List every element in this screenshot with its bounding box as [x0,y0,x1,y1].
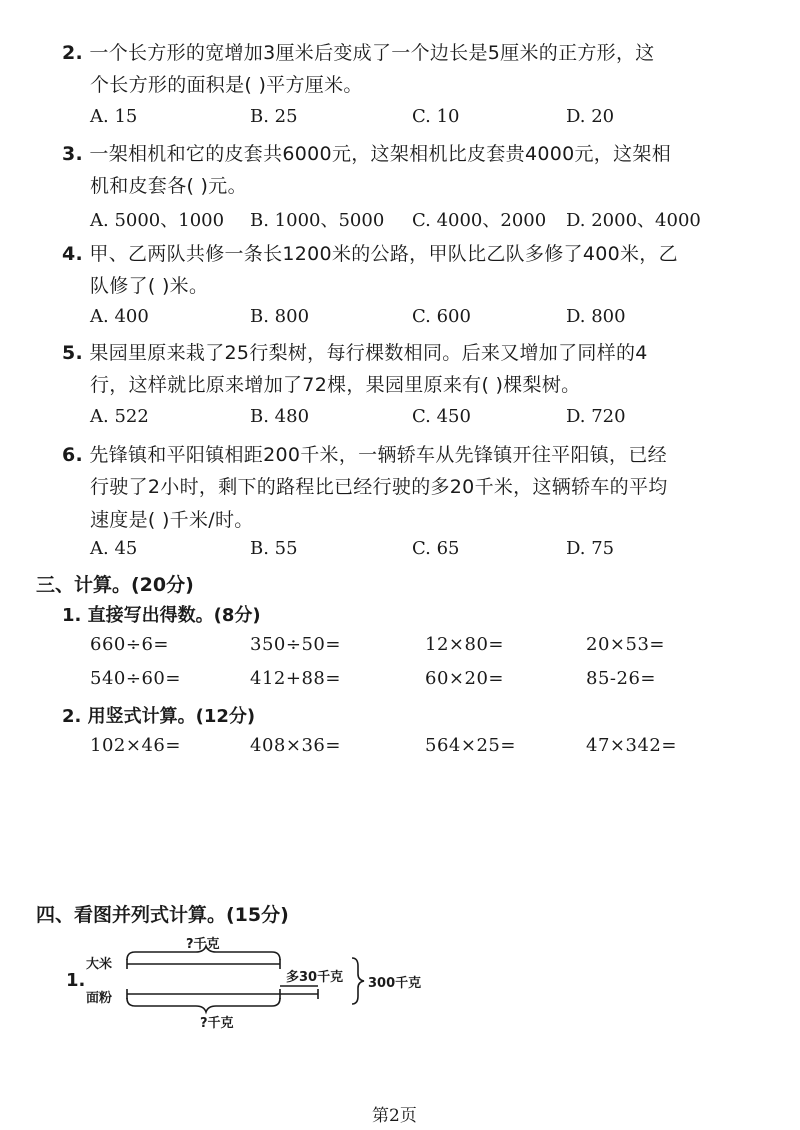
question-3-line-2: 机和皮套各( )元。 [90,175,247,197]
flour-label: 面粉 [86,991,113,1006]
q6-option-b[interactable]: B. 55 [250,538,298,559]
q3-option-c[interactable]: C. 4000、2000 [412,210,547,231]
calc-item: 85-26= [586,668,656,689]
calc-item: 540÷60= [90,668,181,689]
q2-option-b[interactable]: B. 25 [250,106,298,127]
q6-option-c[interactable]: C. 65 [412,538,460,559]
flour-weight-label: ?千克 [200,1016,234,1031]
calc-item: 660÷6= [90,634,169,655]
calc-item: 350÷50= [250,634,341,655]
question-5-line-1: 5. 果园里原来栽了25行梨树，每行棵数相同。后来又增加了同样的4 [62,342,648,364]
question-4-line-1: 4. 甲、乙两队共修一条长1200米的公路，甲队比乙队多修了400米，乙 [62,243,678,265]
question-2-line-2: 个长方形的面积是( )平方厘米。 [90,74,363,96]
q4-option-b[interactable]: B. 800 [250,306,310,327]
q2-option-d[interactable]: D. 20 [566,106,615,127]
calc-item: 12×80= [425,634,504,655]
question-6-line-1: 6. 先锋镇和平阳镇相距200千米，一辆轿车从先锋镇开往平阳镇，已经 [62,444,667,466]
q6-option-d[interactable]: D. 75 [566,538,615,559]
section-3-title: 三、计算。(20分) [36,574,194,596]
section-3-part-2-title: 2. 用竖式计算。(12分) [62,706,256,727]
calc-item: 20×53= [586,634,665,655]
q5-option-d[interactable]: D. 720 [566,406,626,427]
calc-item: 60×20= [425,668,504,689]
rice-weight-label: ?千克 [186,937,220,952]
difference-label: 多30千克 [286,970,344,985]
page-number: 第2页 [372,1106,417,1126]
calc-item: 412+88= [250,668,341,689]
question-6-line-3: 速度是( )千米/时。 [90,509,254,531]
vertical-calc-item: 102×46= [90,735,181,756]
q4-option-a[interactable]: A. 400 [90,306,149,327]
q3-option-d[interactable]: D. 2000、4000 [566,210,701,231]
total-brace [352,958,364,1004]
section-4-title: 四、看图并列式计算。(15分) [36,904,289,926]
question-6-line-2: 行驶了2小时，剩下的路程比已经行驶的多20千米，这辆轿车的平均 [90,476,668,498]
q5-option-c[interactable]: C. 450 [412,406,471,427]
vertical-calc-item: 564×25= [425,735,516,756]
q6-option-a[interactable]: A. 45 [90,538,138,559]
q2-option-c[interactable]: C. 10 [412,106,460,127]
flour-brace [127,998,280,1012]
q3-option-b[interactable]: B. 1000、5000 [250,210,385,231]
question-5-line-2: 行，这样就比原来增加了72棵，果园里原来有( )棵梨树。 [90,374,581,396]
rice-brace [127,946,280,960]
rice-label: 大米 [86,957,113,972]
vertical-calc-item: 408×36= [250,735,341,756]
diagram-number: 1. [66,970,86,991]
vertical-calc-item: 47×342= [586,735,677,756]
q4-option-d[interactable]: D. 800 [566,306,626,327]
q4-option-c[interactable]: C. 600 [412,306,471,327]
section-3-part-1-title: 1. 直接写出得数。(8分) [62,605,261,626]
q5-option-a[interactable]: A. 522 [90,406,149,427]
total-weight-label: 300千克 [368,976,422,991]
question-2-line-1: 2. 一个长方形的宽增加3厘米后变成了一个边长是5厘米的正方形，这 [62,42,655,64]
q5-option-b[interactable]: B. 480 [250,406,310,427]
question-4-line-2: 队修了( )米。 [90,275,209,297]
question-3-line-1: 3. 一架相机和它的皮套共6000元，这架相机比皮套贵4000元，这架相 [62,143,671,165]
q3-option-a[interactable]: A. 5000、1000 [90,210,225,231]
q2-option-a[interactable]: A. 15 [90,106,138,127]
